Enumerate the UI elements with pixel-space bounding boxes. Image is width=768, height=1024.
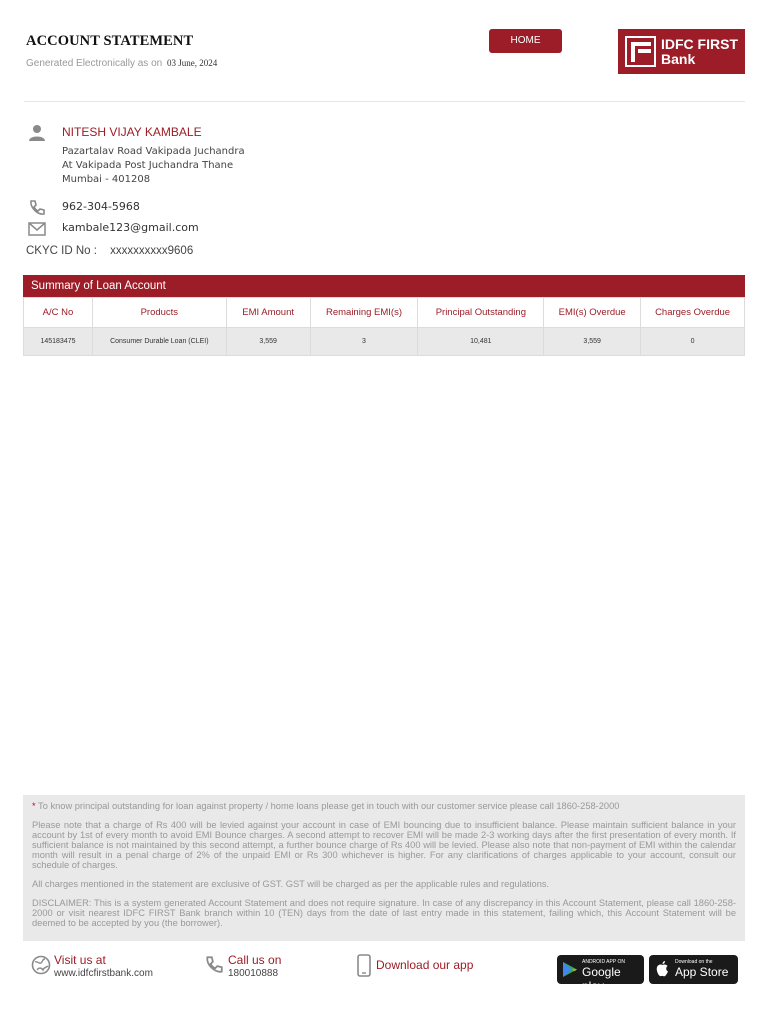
disclaimer-note-1: * To know principal outstanding for loan against property / home loans please get in touch with our customer service please call 1860-258-2000 (32, 801, 620, 811)
cell-ac-no: 145183475 (24, 328, 93, 356)
google-big-text: Google play (582, 965, 621, 993)
phone-number: 962-304-5968 (62, 200, 140, 213)
disclaimer-note-4: DISCLAIMER: This is a system generated Account Statement and does not require signature. In case of any discrepancy in this Account Statement, please call 1860-258-2000 or visit nearest IDFC FIRST Bank branch within 10 (TEN) days from the date of last entry made in this statement, failing which, this Account Statement will be deemed to be accepted by you (the borrower). (32, 898, 736, 928)
visit-label: Visit us at (54, 953, 106, 967)
loan-summary-table (23, 297, 745, 356)
generated-date: 03 June, 2024 (166, 58, 218, 68)
cell-remaining-emis: 3 (310, 328, 418, 356)
ckyc-row (26, 245, 193, 257)
logo-line1: IDFC FIRST (661, 36, 738, 52)
col-remaining-emis: Remaining EMI(s) (310, 298, 418, 328)
logo-text (661, 37, 738, 67)
address-line-3: Mumbai - 401208 (62, 174, 151, 185)
generated-line (26, 58, 217, 69)
cell-emi-amount: 3,559 (226, 328, 310, 356)
logo-mark-icon (625, 36, 656, 67)
address-line-1: Pazartalav Road Vakipada Juchandra (62, 146, 245, 157)
asterisk: * (32, 801, 36, 811)
google-small-text: ANDROID APP ON (582, 959, 625, 965)
apple-small-text: Download on the (675, 959, 713, 965)
col-emis-overdue: EMI(s) Overdue (544, 298, 641, 328)
header-divider (24, 101, 745, 102)
google-play-badge[interactable] (557, 955, 644, 993)
ckyc-label: CKYC ID No : (26, 245, 97, 257)
cell-product: Consumer Durable Loan (CLEI) (92, 328, 226, 356)
address-line-2: At Vakipada Post Juchandra Thane (62, 160, 234, 171)
home-button[interactable]: HOME (489, 29, 562, 53)
col-ac-no: A/C No (24, 298, 93, 328)
ckyc-value: xxxxxxxxxx9606 (110, 245, 194, 257)
globe-icon (31, 955, 51, 975)
cell-emis-overdue: 3,559 (544, 328, 641, 356)
logo-line2: Bank (661, 51, 696, 67)
apple-big-text: App Store (675, 965, 729, 979)
apple-icon (655, 960, 670, 978)
email-address: kambale123@gmail.com (62, 221, 199, 234)
call-number[interactable]: 180010888 (228, 968, 279, 979)
col-charges-overdue: Charges Overdue (641, 298, 745, 328)
visit-url[interactable]: www.idfcfirstbank.com (54, 968, 153, 979)
summary-header: Summary of Loan Account (23, 275, 745, 297)
customer-name: NITESH VIJAY KAMBALE (62, 125, 202, 139)
user-icon (28, 124, 46, 142)
phone-icon (204, 955, 224, 975)
mobile-icon (357, 954, 371, 977)
col-principal-outstanding: Principal Outstanding (418, 298, 544, 328)
phone-icon (28, 199, 46, 217)
call-link[interactable] (228, 953, 281, 979)
generated-label: Generated Electronically as on (26, 58, 163, 69)
cell-charges-overdue: 0 (641, 328, 745, 356)
col-emi-amount: EMI Amount (226, 298, 310, 328)
table-row (24, 328, 745, 356)
visit-link[interactable] (54, 953, 153, 979)
app-store-badge[interactable] (649, 955, 738, 984)
play-icon (562, 961, 578, 978)
col-products: Products (92, 298, 226, 328)
bank-logo[interactable] (618, 29, 745, 74)
cell-principal-outstanding: 10,481 (418, 328, 544, 356)
table-header-row (24, 298, 745, 328)
call-label: Call us on (228, 953, 282, 967)
disclaimer-note-3: All charges mentioned in the statement are exclusive of GST. GST will be charged as per the applicable rules and regulations. (32, 879, 550, 889)
disclaimer-box (23, 795, 745, 941)
mail-icon (28, 222, 46, 236)
page-title: ACCOUNT STATEMENT (26, 33, 194, 49)
disclaimer-note-2: Please note that a charge of Rs 400 will be levied against your account in case of EMI bouncing due to insufficient balance. Please maintain sufficient balance in your account by 1st of every month to avoid EMI Bounce charges. A second attempt to recover EMI will be made 2-3 working days after the first presentation of every month. If sufficient balance is not maintained by this second attempt, a further bounce charge of Rs 400 will be levied. Please also note that non-payment of EMI within the calendar month will result in a penal charge of 2% of the unpaid EMI or Rs 300 whichever is higher. For any clarifications of charges applicable to your account, consult our schedule of charges. (32, 820, 736, 870)
download-app-label: Download our app (376, 958, 474, 972)
